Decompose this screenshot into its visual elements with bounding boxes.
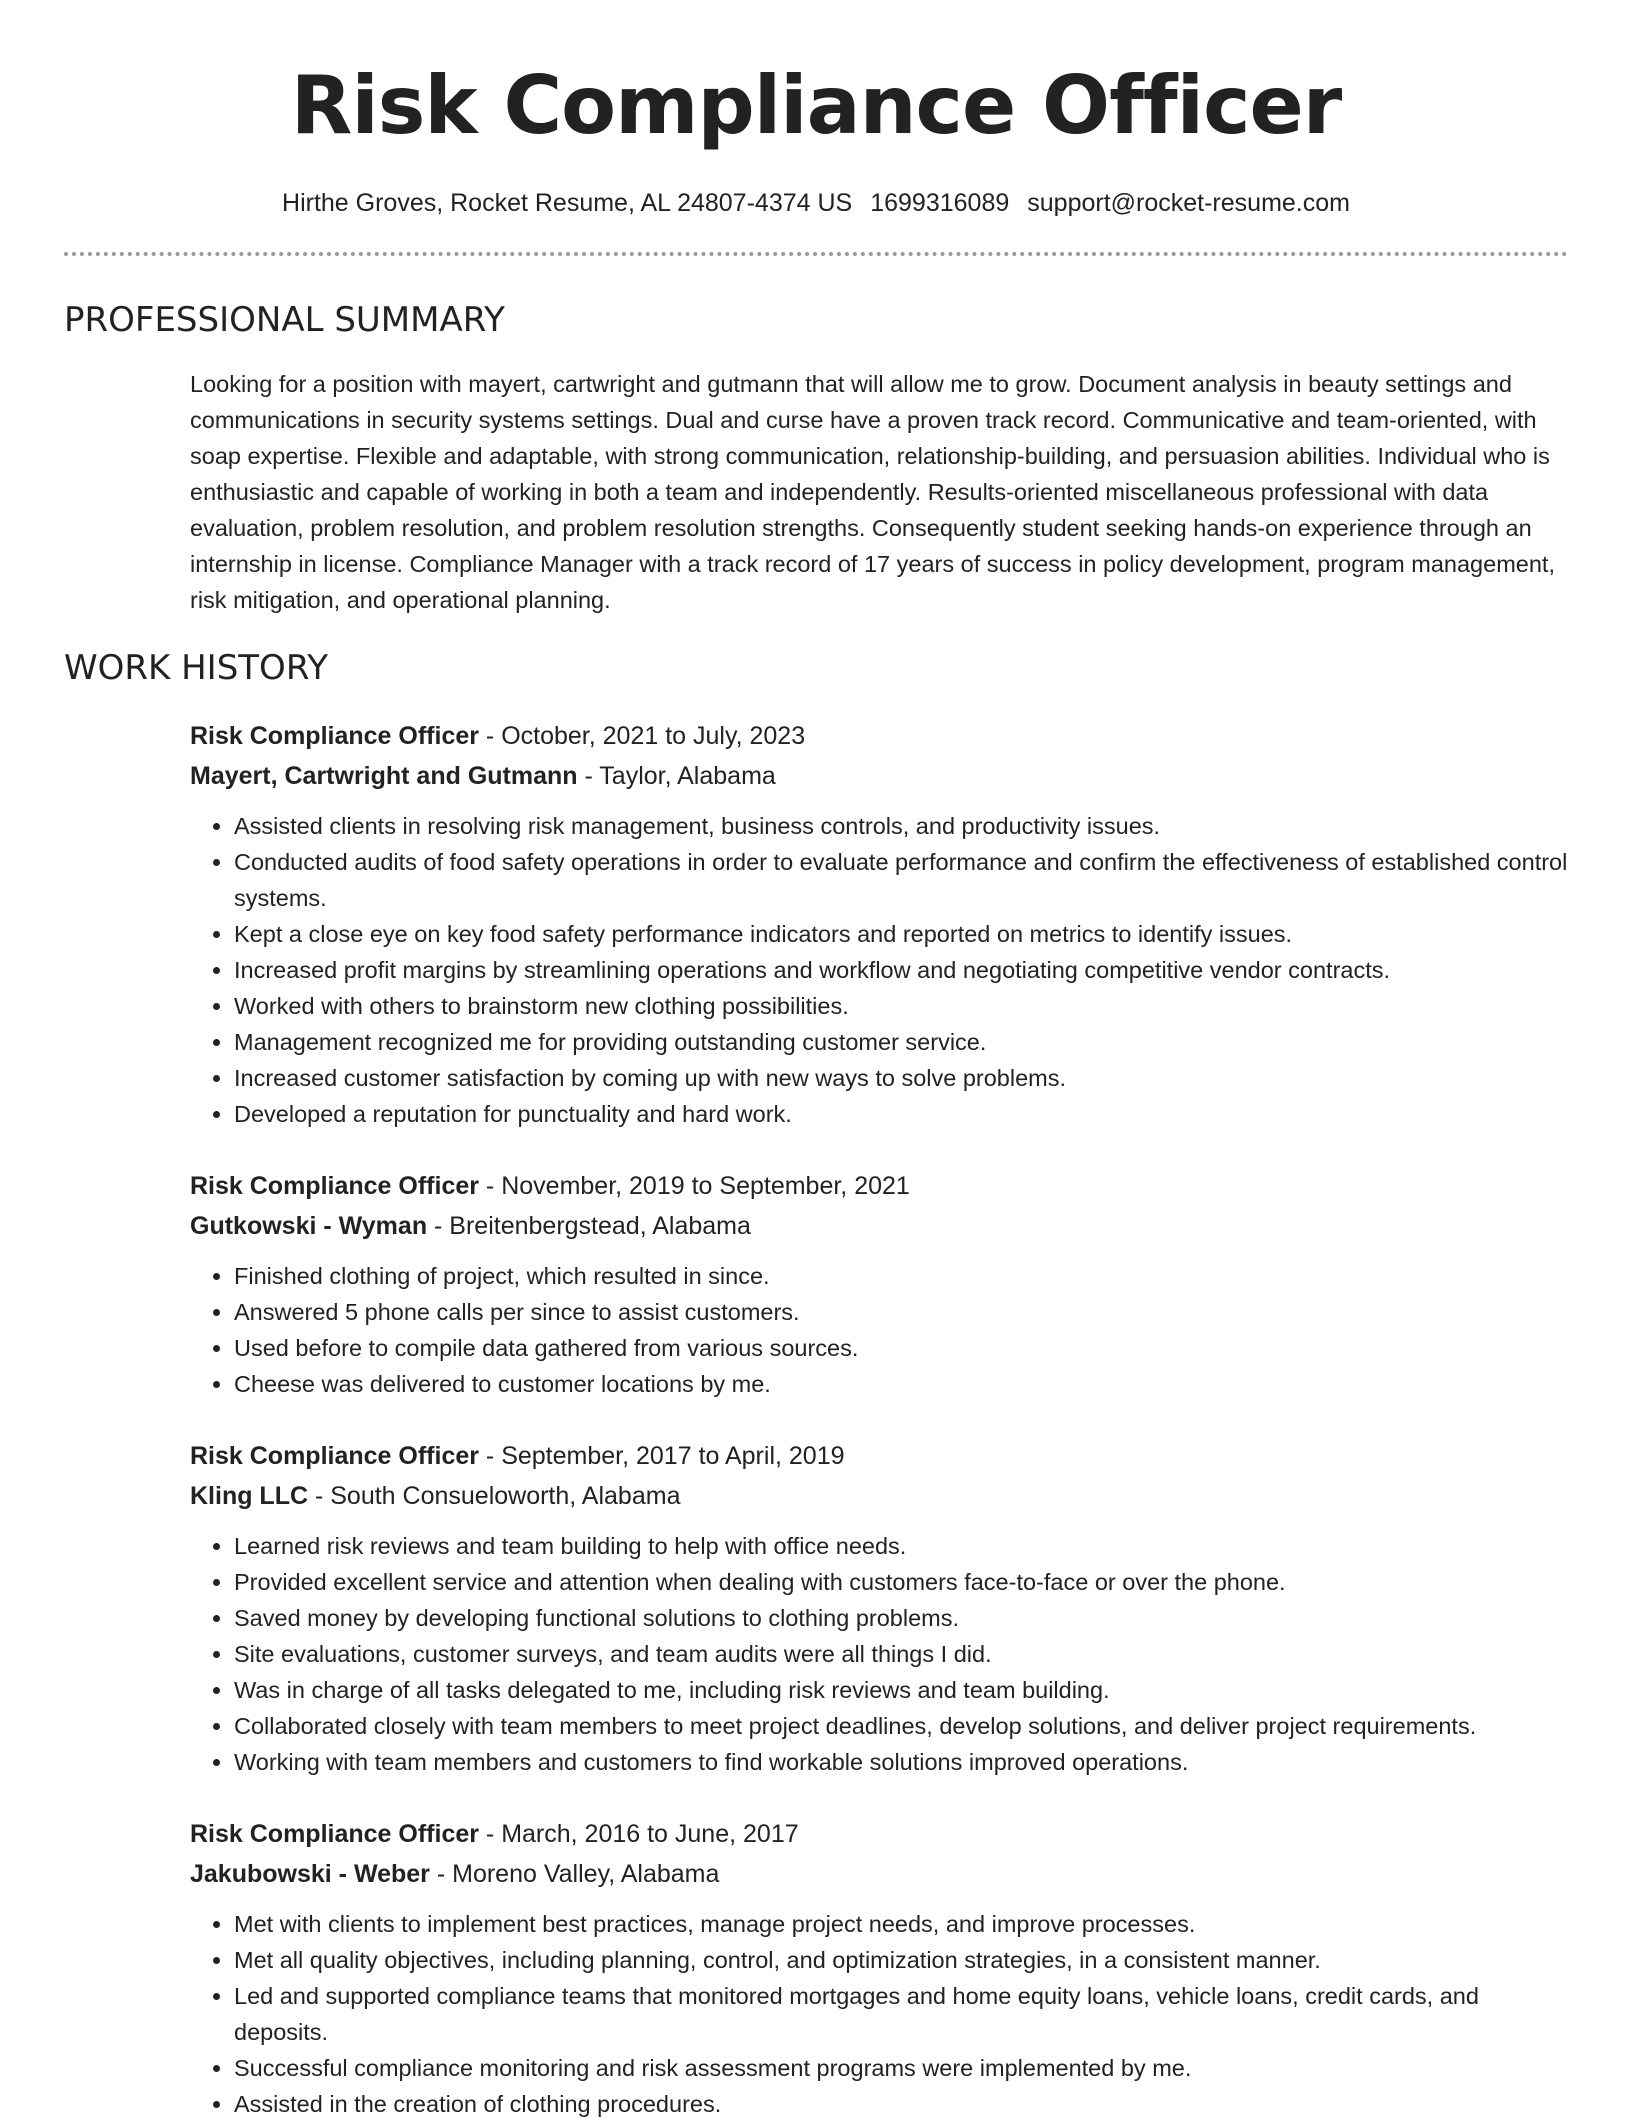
job-bullet: • Used before to compile data gathered from various sources. xyxy=(234,1330,1568,1366)
job-bullets xyxy=(190,1258,1568,1402)
job-company-line xyxy=(190,756,1568,796)
job-bullet: • Saved money by developing functional solutions to clothing problems. xyxy=(234,1600,1568,1636)
job-bullet: • Increased customer satisfaction by coming up with new ways to solve problems. xyxy=(234,1060,1568,1096)
job-bullet: • Worked with others to brainstorm new clothing possibilities. xyxy=(234,988,1568,1024)
summary-text: Looking for a position with mayert, cartwright and gutmann that will allow me to grow. Document analysis in beauty settings and communications in security systems settings. Dual and curse have a proven track record. Communicative and team-oriented, with soap expertise. Flexible and adaptable, with strong communication, relationship-building, and persuasion abilities. Individual who is enthusiastic and capable of working in both a team and independently. Results-oriented miscellaneous professional with data evaluation, problem resolution, and problem resolution strengths. Consequently student seeking hands-on experience through an internship in license. Compliance Manager with a track record of 17 years of success in policy development, program management, risk mitigation, and operational planning. xyxy=(190,371,1555,613)
resume-title: Risk Compliance Officer xyxy=(290,59,1342,152)
contact-line xyxy=(64,188,1568,218)
job-company: Jakubowski - Weber xyxy=(190,1860,430,1888)
job-bullet: • Answered 5 phone calls per since to assist customers. xyxy=(234,1294,1568,1330)
job-bullet: • Collaborated closely with team members to meet project deadlines, develop solutions, and deliver project requirements. xyxy=(234,1708,1568,1744)
job-entry xyxy=(190,1166,1568,1402)
job-bullet: • Met with clients to implement best practices, manage project needs, and improve processes. xyxy=(234,1906,1568,1942)
job-bullet: • Learned risk reviews and team building to help with office needs. xyxy=(234,1528,1568,1564)
job-title-line xyxy=(190,716,1568,756)
job-bullet: • Provided excellent service and attention when dealing with customers face-to-face or over the phone. xyxy=(234,1564,1568,1600)
job-bullet: • Successful compliance monitoring and risk assessment programs were implemented by me. xyxy=(234,2050,1568,2086)
job-bullet: • Led and supported compliance teams that monitored mortgages and home equity loans, vehicle loans, credit cards, and deposits. xyxy=(234,1978,1568,2050)
job-title: Risk Compliance Officer xyxy=(190,722,479,750)
job-location: - South Consueloworth, Alabama xyxy=(308,1482,681,1510)
job-company-line xyxy=(190,1476,1568,1516)
job-location: - Moreno Valley, Alabama xyxy=(429,1860,720,1888)
job-dates: - November, 2019 to September, 2021 xyxy=(478,1172,910,1200)
job-title-line xyxy=(190,1814,1568,1854)
job-bullet: • Assisted in the creation of clothing procedures. xyxy=(234,2086,1568,2122)
job-bullet: • Management recognized me for providing outstanding customer service. xyxy=(234,1024,1568,1060)
job-title: Risk Compliance Officer xyxy=(190,1172,479,1200)
job-location: - Breitenbergstead, Alabama xyxy=(427,1212,751,1240)
job-dates: - March, 2016 to June, 2017 xyxy=(478,1820,799,1848)
summary-heading: PROFESSIONAL SUMMARY xyxy=(64,300,505,340)
job-bullet: • Finished clothing of project, which resulted in since. xyxy=(234,1258,1568,1294)
job-company: Mayert, Cartwright and Gutmann xyxy=(190,762,578,790)
job-bullet: • Conducted audits of food safety operations in order to evaluate performance and confirm the effectiveness of established control systems. xyxy=(234,844,1568,916)
job-title: Risk Compliance Officer xyxy=(190,1820,479,1848)
contact-email: support@rocket-resume.com xyxy=(1027,189,1350,217)
job-bullet: • Met all quality objectives, including planning, control, and optimization strategies, in a consistent manner. xyxy=(234,1942,1568,1978)
job-bullet: • Kept a close eye on key food safety performance indicators and reported on metrics to identify issues. xyxy=(234,916,1568,952)
job-dates: - October, 2021 to July, 2023 xyxy=(478,722,806,750)
job-company-line xyxy=(190,1206,1568,1246)
job-bullet: • Site evaluations, customer surveys, and team audits were all things I did. xyxy=(234,1636,1568,1672)
header-divider xyxy=(64,252,1568,256)
job-bullet: • Developed a reputation for punctuality and hard work. xyxy=(234,1096,1568,1132)
contact-phone: 1699316089 xyxy=(870,189,1010,217)
job-company: Gutkowski - Wyman xyxy=(190,1212,428,1240)
job-entry xyxy=(190,1814,1568,2122)
job-bullet: • Cheese was delivered to customer locations by me. xyxy=(234,1366,1568,1402)
job-bullet: • Working with team members and customers to find workable solutions improved operations. xyxy=(234,1744,1568,1780)
job-title-line xyxy=(190,1436,1568,1476)
work-history-heading: WORK HISTORY xyxy=(64,648,329,688)
job-bullet: • Assisted clients in resolving risk management, business controls, and productivity issues. xyxy=(234,808,1568,844)
job-entry xyxy=(190,1436,1568,1780)
job-company: Kling LLC xyxy=(190,1482,309,1510)
job-location: - Taylor, Alabama xyxy=(577,762,776,790)
job-title-line xyxy=(190,1166,1568,1206)
job-bullets xyxy=(190,1906,1568,2122)
job-dates: - September, 2017 to April, 2019 xyxy=(478,1442,845,1470)
contact-address: Hirthe Groves, Rocket Resume, AL 24807-4374 US xyxy=(282,189,853,217)
job-title: Risk Compliance Officer xyxy=(190,1442,479,1470)
job-entry xyxy=(190,716,1568,1132)
job-bullet: • Was in charge of all tasks delegated to me, including risk reviews and team building. xyxy=(234,1672,1568,1708)
job-bullets xyxy=(190,1528,1568,1780)
job-bullet: • Increased profit margins by streamlining operations and workflow and negotiating competitive vendor contracts. xyxy=(234,952,1568,988)
job-bullets xyxy=(190,808,1568,1132)
job-company-line xyxy=(190,1854,1568,1894)
